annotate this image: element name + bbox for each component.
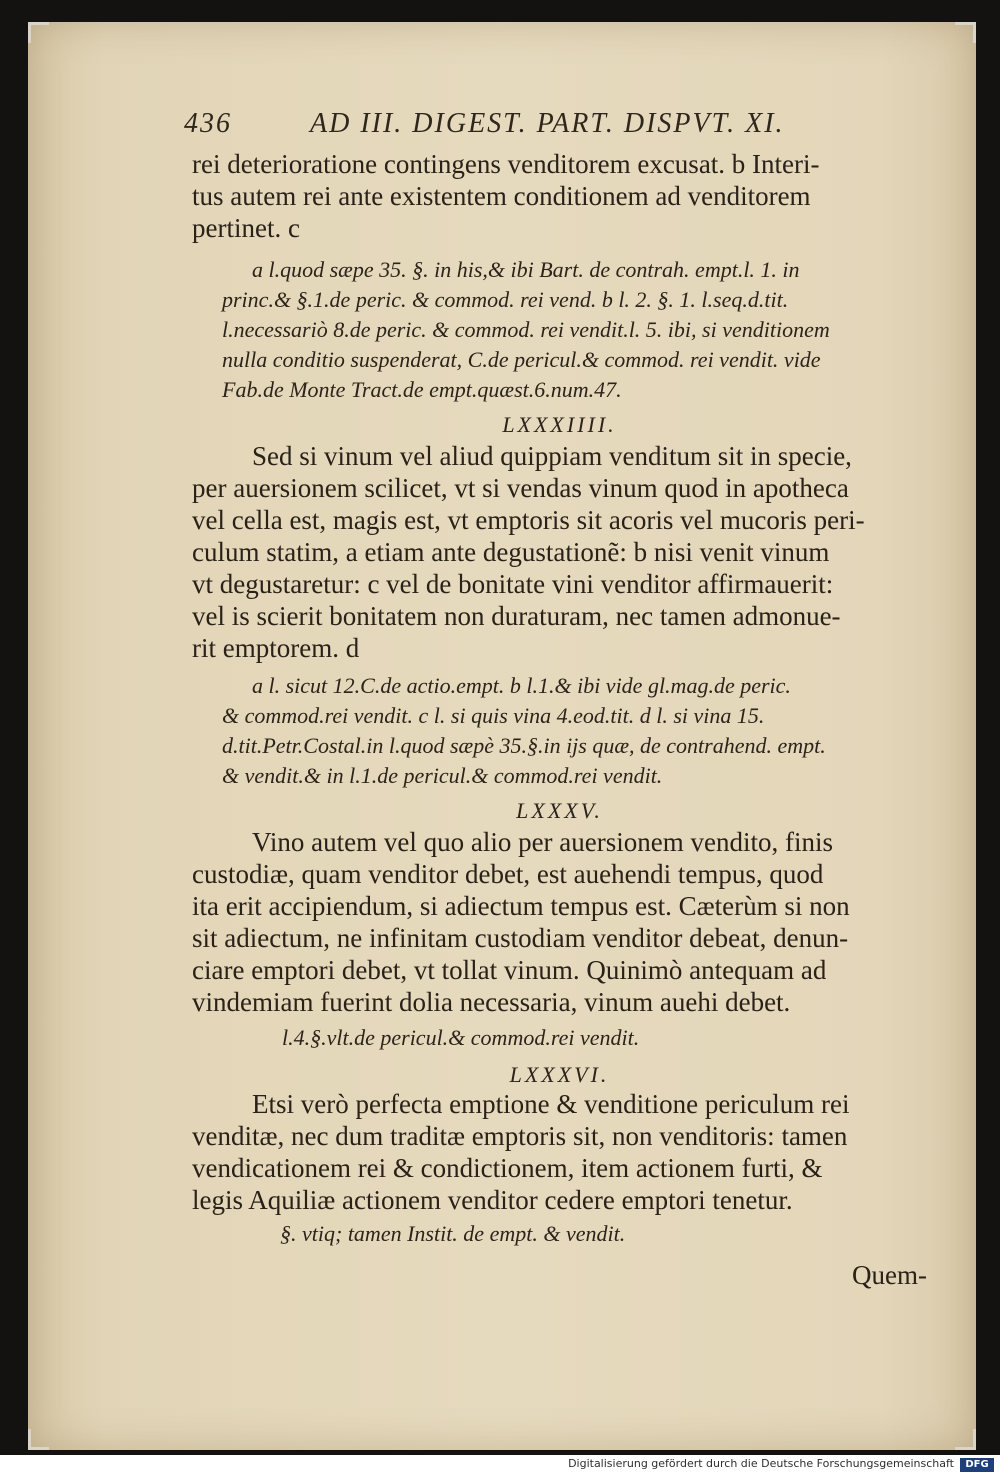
body-line: sit adiectum, ne infinitam custodiam venditor debeat, denun- — [192, 923, 849, 953]
body-line: Vino autem vel quo alio per auersionem vendito, finis — [252, 827, 833, 857]
body-line: tus autem rei ante existentem conditionem ad venditorem — [192, 181, 811, 211]
body-line: ciare emptori debet, vt tollat vinum. Quinimò antequam ad — [192, 955, 827, 985]
body-line: Etsi verò perfecta emptione & venditione periculum rei — [252, 1089, 850, 1119]
section-number: LXXXIIII. — [502, 412, 617, 437]
body-line: per auersionem scilicet, vt si vendas vinum quod in apotheca — [192, 473, 849, 503]
section-number: LXXXVI. — [509, 1062, 610, 1087]
footer-credit: Digitalisierung gefördert durch die Deutsche Forschungsgemeinschaft — [568, 1457, 954, 1470]
crop-mark-top-right — [955, 22, 976, 43]
body-line: rei deterioratione contingens venditorem excusat. b Interi- — [192, 149, 820, 179]
footnote-line: & commod.rei vendit. c l. si quis vina 4.eod.tit. d l. si vina 15. — [222, 703, 765, 728]
body-line: venditæ, nec dum traditæ emptoris sit, non venditoris: tamen — [192, 1121, 848, 1151]
page-number: 436 — [184, 108, 232, 139]
footnote-line: Fab.de Monte Tract.de empt.quæst.6.num.47. — [222, 377, 622, 402]
catchword: Quem- — [852, 1260, 927, 1290]
footnote-line: l.necessariò 8.de peric. & commod. rei vendit.l. 5. ibi, si venditionem — [222, 317, 830, 342]
body-line: pertinet. c — [192, 213, 300, 243]
footnote-line: d.tit.Petr.Costal.in l.quod sæpè 35.§.in ijs quæ, de contrahend. empt. — [222, 733, 826, 758]
footnote-line: a l.quod sæpe 35. §. in his,& ibi Bart. de contrah. empt.l. 1. in — [252, 257, 800, 282]
body-line: Sed si vinum vel aliud quippiam venditum sit in specie, — [252, 441, 852, 471]
crop-mark-bottom-left — [28, 1429, 49, 1450]
body-line: legis Aquiliæ actionem venditor cedere emptori tenetur. — [192, 1185, 793, 1215]
footnote-line: §. vtiq; tamen Instit. de empt. & vendit. — [280, 1221, 626, 1246]
body-line: vt degustaretur: c vel de bonitate vini venditor affirmauerit: — [192, 569, 834, 599]
body-line: vel is scierit bonitatem non duraturam, nec tamen admonue- — [192, 601, 841, 631]
body-line: vendicationem rei & condictionem, item actionem furti, & — [192, 1153, 823, 1183]
footnote-line: l.4.§.vlt.de pericul.& commod.rei vendit. — [282, 1025, 640, 1050]
body-line: culum statim, a etiam ante degustationẽ: b nisi venit vinum — [192, 537, 830, 567]
running-head — [184, 108, 927, 148]
footer-bar — [0, 1455, 1000, 1476]
running-title: AD III. DIGEST. PART. DISPVT. XI. — [310, 108, 785, 139]
crop-mark-top-left — [28, 22, 49, 43]
footnote-line: princ.& §.1.de peric. & commod. rei vend. b l. 2. §. 1. l.seq.d.tit. — [222, 287, 789, 312]
body-line: rit emptorem. d — [192, 633, 360, 663]
section-number: LXXXV. — [516, 798, 603, 823]
body-line: ita erit accipiendum, si adiectum tempus est. Cæterùm si non — [192, 891, 850, 921]
dfg-logo: DFG — [960, 1458, 994, 1472]
body-line: vindemiam fuerint dolia necessaria, vinum auehi debet. — [192, 987, 791, 1017]
footnote-line: nulla conditio suspenderat, C.de pericul.& commod. rei vendit. vide — [222, 347, 821, 372]
footnote-line: a l. sicut 12.C.de actio.empt. b l.1.& ibi vide gl.mag.de peric. — [252, 673, 791, 698]
footnote-line: & vendit.& in l.1.de pericul.& commod.rei vendit. — [222, 763, 663, 788]
body-line: custodiæ, quam venditor debet, est auehendi tempus, quod — [192, 859, 824, 889]
crop-mark-bottom-right — [955, 1429, 976, 1450]
body-line: vel cella est, magis est, vt emptoris sit acoris vel mucoris peri- — [192, 505, 865, 535]
